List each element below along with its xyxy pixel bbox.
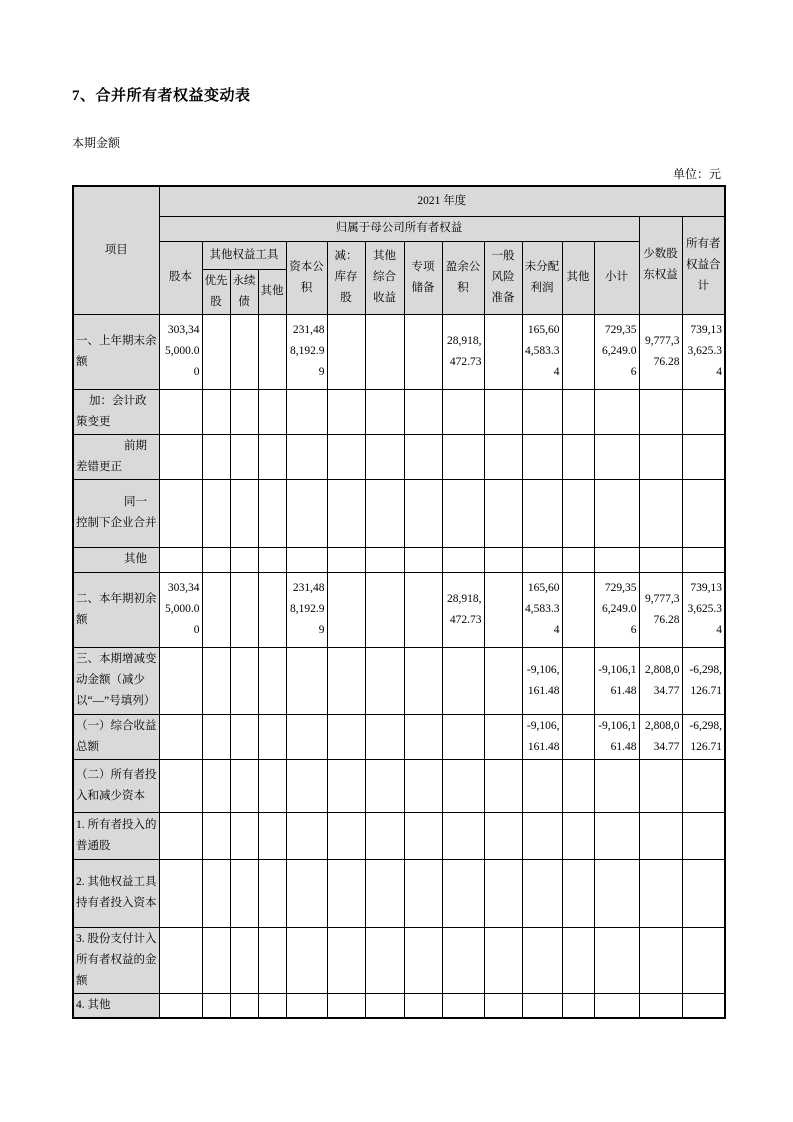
header-total-owners-equity: 所有者权益合计 bbox=[682, 216, 725, 314]
table-cell bbox=[327, 859, 365, 927]
table-cell: 231,488,192.99 bbox=[286, 572, 327, 647]
header-row-period bbox=[73, 186, 725, 216]
table-cell: 303,345,000.00 bbox=[159, 314, 202, 389]
table-cell bbox=[202, 547, 230, 572]
table-cell bbox=[682, 547, 725, 572]
table-cell bbox=[404, 434, 442, 479]
table-row bbox=[73, 314, 725, 389]
table-cell bbox=[286, 479, 327, 547]
table-cell bbox=[230, 859, 258, 927]
table-cell: 231,488,192.99 bbox=[286, 314, 327, 389]
header-minority-interest: 少数股东权益 bbox=[639, 216, 682, 314]
table-cell: -9,106,161.48 bbox=[522, 714, 562, 759]
table-cell bbox=[594, 389, 639, 434]
table-cell bbox=[327, 434, 365, 479]
table-cell bbox=[442, 993, 484, 1018]
table-cell bbox=[639, 927, 682, 993]
table-cell bbox=[484, 389, 522, 434]
table-cell bbox=[484, 434, 522, 479]
row-label: 2. 其他权益工具持有者投入资本 bbox=[73, 859, 159, 927]
table-cell bbox=[522, 479, 562, 547]
table-cell bbox=[258, 812, 286, 859]
table-cell bbox=[258, 572, 286, 647]
table-cell bbox=[159, 389, 202, 434]
table-cell bbox=[404, 714, 442, 759]
table-cell bbox=[202, 759, 230, 812]
table-cell: 303,345,000.00 bbox=[159, 572, 202, 647]
table-cell bbox=[327, 714, 365, 759]
table-cell bbox=[202, 812, 230, 859]
table-cell: -9,106,161.48 bbox=[594, 647, 639, 714]
table-row bbox=[73, 714, 725, 759]
table-cell bbox=[682, 389, 725, 434]
table-cell bbox=[522, 434, 562, 479]
table-cell: 739,133,625.34 bbox=[682, 572, 725, 647]
row-label: 二、本年期初余额 bbox=[73, 572, 159, 647]
table-cell bbox=[562, 547, 594, 572]
table-cell bbox=[404, 993, 442, 1018]
table-cell bbox=[258, 993, 286, 1018]
table-cell bbox=[230, 479, 258, 547]
table-row bbox=[73, 434, 725, 479]
table-cell bbox=[639, 859, 682, 927]
table-cell bbox=[562, 812, 594, 859]
table-cell bbox=[594, 479, 639, 547]
table-cell bbox=[442, 812, 484, 859]
table-cell bbox=[258, 714, 286, 759]
row-label: 同一控制下企业合并 bbox=[73, 479, 159, 547]
table-cell bbox=[484, 714, 522, 759]
table-cell bbox=[404, 547, 442, 572]
table-cell bbox=[202, 927, 230, 993]
table-cell bbox=[327, 993, 365, 1018]
table-cell bbox=[286, 547, 327, 572]
table-cell bbox=[594, 759, 639, 812]
table-cell bbox=[404, 812, 442, 859]
table-cell bbox=[258, 647, 286, 714]
table-cell bbox=[639, 547, 682, 572]
table-cell bbox=[594, 993, 639, 1018]
table-cell: -9,106,161.48 bbox=[594, 714, 639, 759]
table-cell bbox=[682, 927, 725, 993]
table-cell bbox=[286, 927, 327, 993]
table-cell bbox=[159, 547, 202, 572]
table-cell bbox=[365, 389, 404, 434]
table-cell bbox=[442, 647, 484, 714]
table-cell bbox=[159, 993, 202, 1018]
table-cell bbox=[442, 927, 484, 993]
table-cell bbox=[230, 993, 258, 1018]
table-cell bbox=[258, 859, 286, 927]
table-cell bbox=[639, 389, 682, 434]
table-cell bbox=[365, 479, 404, 547]
table-cell: 9,777,376.28 bbox=[639, 314, 682, 389]
table-cell bbox=[442, 434, 484, 479]
table-cell bbox=[202, 572, 230, 647]
table-cell bbox=[365, 314, 404, 389]
table-cell bbox=[442, 759, 484, 812]
header-subtotal: 小计 bbox=[594, 241, 639, 314]
table-cell bbox=[286, 714, 327, 759]
table-cell bbox=[594, 859, 639, 927]
table-cell bbox=[484, 547, 522, 572]
table-row bbox=[73, 812, 725, 859]
table-cell bbox=[365, 927, 404, 993]
row-label: 加：会计政策变更 bbox=[73, 389, 159, 434]
table-cell bbox=[230, 434, 258, 479]
row-label: 其他 bbox=[73, 547, 159, 572]
table-cell bbox=[594, 812, 639, 859]
table-cell bbox=[404, 927, 442, 993]
table-cell bbox=[562, 647, 594, 714]
table-cell: 165,604,583.34 bbox=[522, 314, 562, 389]
table-cell bbox=[230, 647, 258, 714]
header-other-tools: 其他 bbox=[258, 269, 286, 314]
table-cell bbox=[404, 572, 442, 647]
header-row-columns bbox=[73, 241, 725, 269]
table-cell bbox=[404, 389, 442, 434]
table-cell bbox=[365, 859, 404, 927]
table-cell bbox=[484, 759, 522, 812]
table-cell bbox=[230, 714, 258, 759]
header-period: 2021 年度 bbox=[159, 186, 725, 216]
header-less-treasury-shares: 减：库存股 bbox=[327, 241, 365, 314]
table-cell bbox=[286, 812, 327, 859]
table-cell bbox=[522, 389, 562, 434]
table-cell bbox=[484, 647, 522, 714]
table-cell bbox=[202, 647, 230, 714]
table-cell bbox=[442, 389, 484, 434]
table-body bbox=[73, 314, 725, 1018]
table-cell bbox=[230, 314, 258, 389]
table-cell bbox=[522, 812, 562, 859]
table-cell bbox=[230, 572, 258, 647]
table-cell bbox=[442, 479, 484, 547]
table-cell bbox=[365, 547, 404, 572]
table-cell bbox=[202, 859, 230, 927]
row-label: 4. 其他 bbox=[73, 993, 159, 1018]
header-special-reserve: 专项储备 bbox=[404, 241, 442, 314]
table-cell bbox=[522, 547, 562, 572]
table-cell bbox=[286, 647, 327, 714]
header-share-capital: 股本 bbox=[159, 241, 202, 314]
table-cell bbox=[230, 812, 258, 859]
table-cell bbox=[522, 859, 562, 927]
table-cell bbox=[365, 572, 404, 647]
row-label: （一）综合收益总额 bbox=[73, 714, 159, 759]
header-undistributed-profit: 未分配利润 bbox=[522, 241, 562, 314]
row-label: 一、上年期末余额 bbox=[73, 314, 159, 389]
table-cell bbox=[159, 927, 202, 993]
table-cell bbox=[594, 547, 639, 572]
table-cell bbox=[365, 647, 404, 714]
table-cell bbox=[682, 859, 725, 927]
table-cell bbox=[258, 434, 286, 479]
table-row bbox=[73, 859, 725, 927]
header-preferred-shares: 优先股 bbox=[202, 269, 230, 314]
table-cell bbox=[202, 314, 230, 389]
table-cell bbox=[639, 993, 682, 1018]
table-cell bbox=[159, 714, 202, 759]
table-cell bbox=[365, 759, 404, 812]
table-cell bbox=[682, 759, 725, 812]
table-cell bbox=[202, 389, 230, 434]
header-general-risk-reserve: 一般风险准备 bbox=[484, 241, 522, 314]
table-cell bbox=[258, 314, 286, 389]
table-cell bbox=[258, 927, 286, 993]
table-cell: -9,106,161.48 bbox=[522, 647, 562, 714]
table-cell bbox=[159, 434, 202, 479]
row-label: 1. 所有者投入的普通股 bbox=[73, 812, 159, 859]
table-cell bbox=[327, 479, 365, 547]
table-cell bbox=[365, 993, 404, 1018]
table-cell bbox=[159, 859, 202, 927]
table-row bbox=[73, 389, 725, 434]
table-cell bbox=[327, 647, 365, 714]
table-cell bbox=[562, 389, 594, 434]
table-cell bbox=[404, 314, 442, 389]
header-other-comprehensive-income: 其他综合收益 bbox=[365, 241, 404, 314]
table-cell bbox=[562, 714, 594, 759]
table-cell bbox=[258, 759, 286, 812]
table-cell: -6,298,126.71 bbox=[682, 714, 725, 759]
table-cell bbox=[202, 434, 230, 479]
table-cell bbox=[484, 993, 522, 1018]
table-cell bbox=[484, 812, 522, 859]
table-cell: 165,604,583.34 bbox=[522, 572, 562, 647]
row-label: 前期差错更正 bbox=[73, 434, 159, 479]
table-cell bbox=[202, 479, 230, 547]
header-other-equity-tools: 其他权益工具 bbox=[202, 241, 286, 269]
table-cell bbox=[404, 647, 442, 714]
table-cell: 2,808,034.77 bbox=[639, 714, 682, 759]
table-cell bbox=[202, 993, 230, 1018]
unit-label: 单位：元 bbox=[672, 167, 721, 181]
table-cell bbox=[327, 314, 365, 389]
table-cell bbox=[365, 812, 404, 859]
table-cell bbox=[639, 812, 682, 859]
table-cell bbox=[404, 859, 442, 927]
table-cell: 2,808,034.77 bbox=[639, 647, 682, 714]
table-cell bbox=[484, 859, 522, 927]
table-cell bbox=[639, 759, 682, 812]
table-cell bbox=[522, 759, 562, 812]
table-cell bbox=[682, 812, 725, 859]
table-cell bbox=[286, 859, 327, 927]
table-cell bbox=[365, 714, 404, 759]
table-cell bbox=[286, 759, 327, 812]
table-cell bbox=[442, 859, 484, 927]
table-cell bbox=[562, 927, 594, 993]
table-row bbox=[73, 547, 725, 572]
table-cell bbox=[594, 434, 639, 479]
table-cell bbox=[365, 434, 404, 479]
table-cell bbox=[639, 434, 682, 479]
table-cell bbox=[327, 547, 365, 572]
table-cell bbox=[258, 479, 286, 547]
header-perpetual-bonds: 永续债 bbox=[230, 269, 258, 314]
table-cell: 739,133,625.34 bbox=[682, 314, 725, 389]
table-cell: 9,777,376.28 bbox=[639, 572, 682, 647]
row-label: 3. 股份支付计入所有者权益的金额 bbox=[73, 927, 159, 993]
table-cell bbox=[327, 389, 365, 434]
table-cell bbox=[639, 479, 682, 547]
table-cell bbox=[484, 927, 522, 993]
table-cell bbox=[159, 647, 202, 714]
table-row bbox=[73, 927, 725, 993]
table-cell bbox=[404, 759, 442, 812]
table-cell bbox=[484, 479, 522, 547]
table-cell bbox=[484, 314, 522, 389]
table-cell bbox=[327, 812, 365, 859]
header-surplus-reserve: 盈余公积 bbox=[442, 241, 484, 314]
table-cell bbox=[682, 479, 725, 547]
table-row bbox=[73, 572, 725, 647]
table-cell bbox=[286, 389, 327, 434]
table-cell bbox=[562, 572, 594, 647]
table-cell bbox=[562, 314, 594, 389]
equity-change-table bbox=[72, 185, 726, 1019]
table-cell bbox=[682, 434, 725, 479]
table-cell bbox=[159, 812, 202, 859]
table-cell bbox=[562, 993, 594, 1018]
table-cell bbox=[522, 927, 562, 993]
table-cell bbox=[442, 714, 484, 759]
header-row-group bbox=[73, 216, 725, 241]
table-cell bbox=[562, 434, 594, 479]
table-cell bbox=[230, 759, 258, 812]
table-cell bbox=[442, 547, 484, 572]
header-capital-reserve: 资本公积 bbox=[286, 241, 327, 314]
table-cell bbox=[327, 572, 365, 647]
table-row bbox=[73, 993, 725, 1018]
table-cell: 28,918,472.73 bbox=[442, 572, 484, 647]
table-cell bbox=[230, 389, 258, 434]
table-cell bbox=[562, 479, 594, 547]
table-cell bbox=[202, 714, 230, 759]
table-cell bbox=[327, 927, 365, 993]
table-cell: 729,356,249.06 bbox=[594, 572, 639, 647]
table-cell bbox=[286, 993, 327, 1018]
row-label: 三、本期增减变动金额（减少以“—”号填列） bbox=[73, 647, 159, 714]
table-row bbox=[73, 479, 725, 547]
table-cell: 28,918,472.73 bbox=[442, 314, 484, 389]
header-other: 其他 bbox=[562, 241, 594, 314]
table-cell bbox=[286, 434, 327, 479]
header-parent-group: 归属于母公司所有者权益 bbox=[159, 216, 639, 241]
table-cell bbox=[258, 547, 286, 572]
table-cell: -6,298,126.71 bbox=[682, 647, 725, 714]
table-cell bbox=[258, 389, 286, 434]
table-cell bbox=[562, 759, 594, 812]
table-cell bbox=[484, 572, 522, 647]
table-cell bbox=[404, 479, 442, 547]
table-cell bbox=[230, 927, 258, 993]
section-title: 7、合并所有者权益变动表 bbox=[72, 88, 251, 104]
table-cell bbox=[159, 479, 202, 547]
table-cell bbox=[522, 993, 562, 1018]
table-cell bbox=[594, 927, 639, 993]
period-amount-label: 本期金额 bbox=[72, 136, 121, 150]
table-row bbox=[73, 647, 725, 714]
table-cell bbox=[682, 993, 725, 1018]
table-cell: 729,356,249.06 bbox=[594, 314, 639, 389]
table-cell bbox=[230, 547, 258, 572]
table-row bbox=[73, 759, 725, 812]
table-cell bbox=[562, 859, 594, 927]
row-label: （二）所有者投入和减少资本 bbox=[73, 759, 159, 812]
table-cell bbox=[327, 759, 365, 812]
header-item: 项目 bbox=[73, 186, 159, 314]
table-cell bbox=[159, 759, 202, 812]
